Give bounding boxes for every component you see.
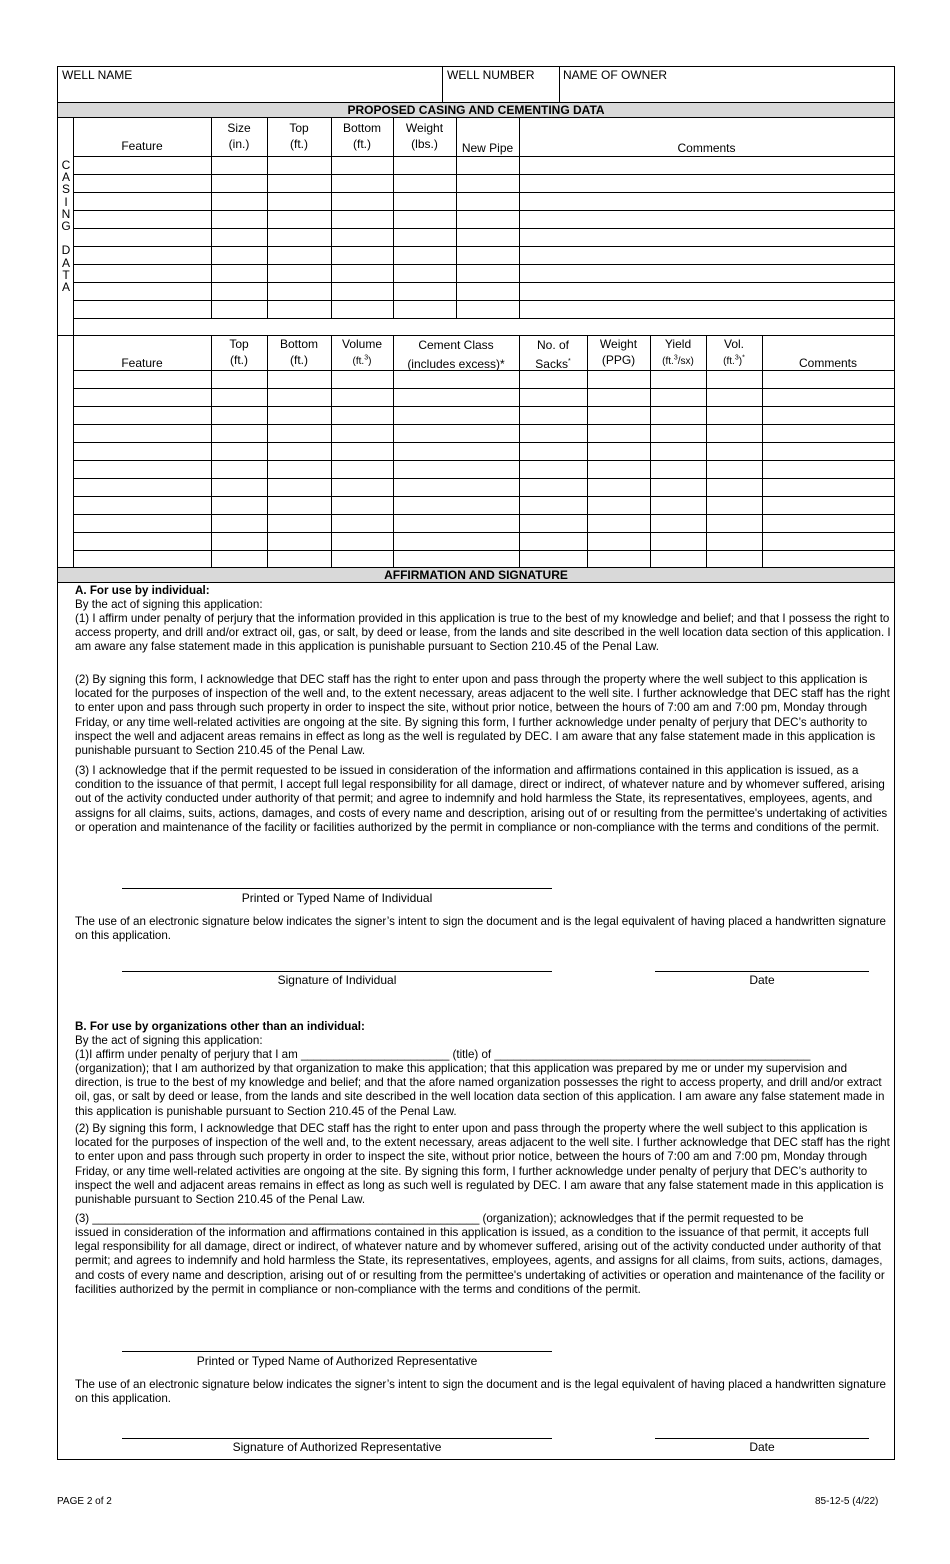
- cement-row-line: [73, 406, 894, 407]
- individual-esignature-note: The use of an electronic signature below indicates the signer’s intent to sign the document and is the legal equivalent of having placed a handwritten signature on this application.: [75, 915, 887, 943]
- organization-esignature-note: The use of an electronic signature below indicates the signer’s intent to sign the document and is the legal equivalent of having placed a handwritten signature on this application.: [75, 1378, 887, 1406]
- cement-row-line: [73, 550, 894, 551]
- casing-row-line: [73, 210, 894, 211]
- casing-side-letter: S: [61, 182, 70, 197]
- cement-row-line: [73, 532, 894, 533]
- individual-paragraph-1: (1) I affirm under penalty of perjury that the information provided in this application is true to the best of my knowledge and belief; and that I possess the right to access property, and drill and/or extract oil, gas, or salt, by deed or lease, from the lands and site described in the well location data section of this application. I am aware any false statement made in this application is punishable pursuant to Section 210.45 of the Penal Law.: [75, 612, 891, 654]
- cement-col-sacks: No. of Sacks*: [535, 338, 571, 371]
- cement-row-line: [73, 424, 894, 425]
- casing-col-bottom: Bottom (ft.): [342, 121, 381, 151]
- organization-title-line[interactable]: (1)I affirm under penalty of perjury that I am _______________________ (title) of _________________________________________________: [75, 1048, 811, 1061]
- cement-col-top: Top (ft.): [229, 337, 249, 367]
- casing-side-letter: A: [61, 255, 70, 270]
- cement-col-line: [587, 335, 588, 567]
- casing-row-line: [73, 174, 894, 175]
- organization-date-label: Date: [749, 1440, 775, 1454]
- cement-row-line: [73, 514, 894, 515]
- cement-row-line: [73, 388, 894, 389]
- individual-paragraph-2: (2) By signing this form, I acknowledge that DEC staff has the right to enter upon and pass through the property where the well subject to this application is located for the purposes of inspection of the well and, to the extent necessary, areas adjacent to the well site. I further acknowledge that DEC staff has the right to enter upon and pass through such property in order to inspect the site, without prior notice, between the hours of 7:00 am and 7:00 pm, Monday through Friday, or any time well-related activities are ongoing at the site. By signing this form, I further acknowledge under penalty of perjury that DEC’s authority to inspect the well and adjacent areas remains in effect as long as the well is regulated by DEC. I am aware that any false statement made in this application is punishable pursuant to Section 210.45 of the Penal Law.: [75, 673, 890, 758]
- casing-col-new-pipe: New Pipe: [461, 141, 514, 155]
- individual-heading: A. For use by individual:: [75, 584, 210, 597]
- individual-signature-label: Signature of Individual: [277, 973, 397, 987]
- casing-side-letter: N: [61, 206, 71, 221]
- casing-side-letter: D: [61, 243, 71, 258]
- organization-heading: B. For use by organizations other than an individual:: [75, 1020, 365, 1033]
- casing-col-weight: Weight (lbs.): [405, 121, 444, 151]
- individual-printed-name-line[interactable]: [122, 888, 552, 889]
- individual-paragraph-3: (3) I acknowledge that if the permit requested to be issued in consideration of the information and affirmations contained in this application is issued, as a condition to the issuance of that permit, I accept full legal responsibility for all damage, direct or indirect, of whatever nature and by whomever suffered, arising out of the activity conducted under authority of that permit; and agree to indemnify and hold harmless the State, its representatives, employees, agents, and assigns for all claims, suits, actions, damages, and costs of every name and description, arising out of or resulting from the permittee's undertaking of activities or operation and maintenance of the facility or facilities authorized by the permit in compliance or non-compliance with the terms and conditions of the permit.: [75, 764, 888, 834]
- casing-row-line: [73, 156, 894, 157]
- individual-date-line[interactable]: [655, 971, 869, 972]
- owner-name-label: NAME OF OWNER: [563, 68, 667, 82]
- organization-printed-name-label: Printed or Typed Name of Authorized Representative: [196, 1354, 478, 1368]
- casing-row-line: [73, 282, 894, 283]
- casing-row-line: [73, 246, 894, 247]
- cement-col-bottom: Bottom (ft.): [279, 337, 318, 367]
- casing-row-line: [73, 300, 894, 301]
- owner-name-field[interactable]: [560, 67, 894, 102]
- cement-row-line: [73, 460, 894, 461]
- organization-printed-name-line[interactable]: [122, 1351, 552, 1352]
- cement-col-line: [267, 335, 268, 567]
- organization-signature-line[interactable]: [122, 1438, 552, 1439]
- individual-printed-name-label: Printed or Typed Name of Individual: [241, 891, 433, 905]
- casing-col-comments: Comments: [677, 141, 736, 155]
- casing-row-line: [73, 318, 894, 319]
- organization-date-line[interactable]: [655, 1438, 869, 1439]
- organization-paragraph-1: (organization); that I am authorized by that organization to make this application; that this application was prepared by me or under my supervision and direction, is true to the best of my knowledge and belief; and that the afore named organization possesses the right to access property, and drill and/or extract oil, gas, or salt by deed or lease, from the lands and site described in the well location data section of this application. I am aware any false statement made in this application is punishable pursuant to Section 210.45 of the Penal Law.: [75, 1062, 885, 1118]
- organization-name-line[interactable]: (3) ____________________________________________________________ (organization); acknowledges that if the permit requested to be: [75, 1212, 804, 1225]
- cement-row-line: [73, 496, 894, 497]
- well-number-field[interactable]: [443, 67, 559, 102]
- cement-col-volume: Volume (ft.$^3$): [341, 337, 383, 367]
- individual-intro: By the act of signing this application:: [75, 598, 263, 611]
- cement-col-comments: Comments: [798, 356, 857, 370]
- casing-col-size: Size (in.): [227, 121, 251, 151]
- cement-col-yield: Yield (ft.$^3$/sx): [662, 337, 694, 367]
- casing-side-letter: A: [61, 280, 70, 294]
- organization-intro: By the act of signing this application:: [75, 1034, 263, 1047]
- cement-col-feature: Feature: [121, 356, 163, 370]
- casing-side-letter: I: [64, 194, 68, 209]
- individual-date-label: Date: [749, 973, 775, 987]
- form-page: [57, 66, 895, 1460]
- individual-signature-line[interactable]: [122, 971, 552, 972]
- casing-col-feature: Feature: [121, 139, 163, 153]
- cement-col-class: Cement Class (includes excess)*: [407, 338, 505, 371]
- casing-side-letter: C: [61, 158, 71, 172]
- cement-row-line: [73, 478, 894, 479]
- cement-row-line: [73, 442, 894, 443]
- well-name-field[interactable]: [58, 67, 442, 102]
- casing-side-letter: G: [61, 219, 71, 233]
- well-name-label: WELL NAME: [62, 68, 133, 82]
- organization-paragraph-3: issued in consideration of the information and affirmations contained in this application is issued, as a condition to the issuance of that permit, it accepts full legal responsibility for all damage, direct or indirect, of whatever nature and by whomever suffered, arising out of the activity conducted under authority of that permit; and agrees to indemnify and hold harmless the State, its representatives, employees, agents, and assigns for all claims, from suits, actions, damages, and costs of every name and description, arising out of or resulting from the permittee's undertaking of activities or operation and maintenance of the facility or facilities authorized by the permit in compliance or non-compliance with the terms and conditions of the permit.: [75, 1226, 885, 1296]
- well-number-label: WELL NUMBER: [447, 68, 535, 82]
- casing-side-letter: A: [61, 170, 70, 185]
- cement-col-weight: Weight (PPG): [599, 337, 638, 367]
- casing-side-letter: T: [62, 267, 70, 282]
- organization-paragraph-2: (2) By signing this form, I acknowledge that DEC staff has the right to enter upon and pass through the property where the well subject to this application is located for the purposes of inspection of the well and, to the extent necessary, areas adjacent to the well site. I further acknowledge that DEC staff has the right to enter upon and pass through such property in order to inspect the site, without prior notice, between the hours of 7:00 am and 7:00 pm, Monday through Friday, or any time well-related activities are ongoing at the site. By signing this form, I further acknowledge under penalty of perjury that DEC’s authority to inspect the well and adjacent areas remains in effect as long as such well is regulated by DEC. I am aware that any false statement made in this application is punishable pursuant to Section 210.45 of the Penal Law.: [75, 1122, 890, 1207]
- casing-row-line: [73, 192, 894, 193]
- casing-row-line: [73, 264, 894, 265]
- casing-col-top: Top (ft.): [289, 121, 309, 151]
- form-number: 85-12-5 (4/22): [815, 1496, 879, 1507]
- cement-col-vol: Vol. (ft.$^3$)*: [723, 337, 745, 367]
- organization-signature-label: Signature of Authorized Representative: [232, 1440, 442, 1454]
- casing-section-title: PROPOSED CASING AND CEMENTING DATA: [58, 102, 894, 118]
- affirmation-section-title: AFFIRMATION AND SIGNATURE: [58, 567, 894, 583]
- page-number: PAGE 2 of 2: [57, 1496, 112, 1507]
- casing-row-line: [73, 228, 894, 229]
- cement-col-line: [211, 335, 212, 567]
